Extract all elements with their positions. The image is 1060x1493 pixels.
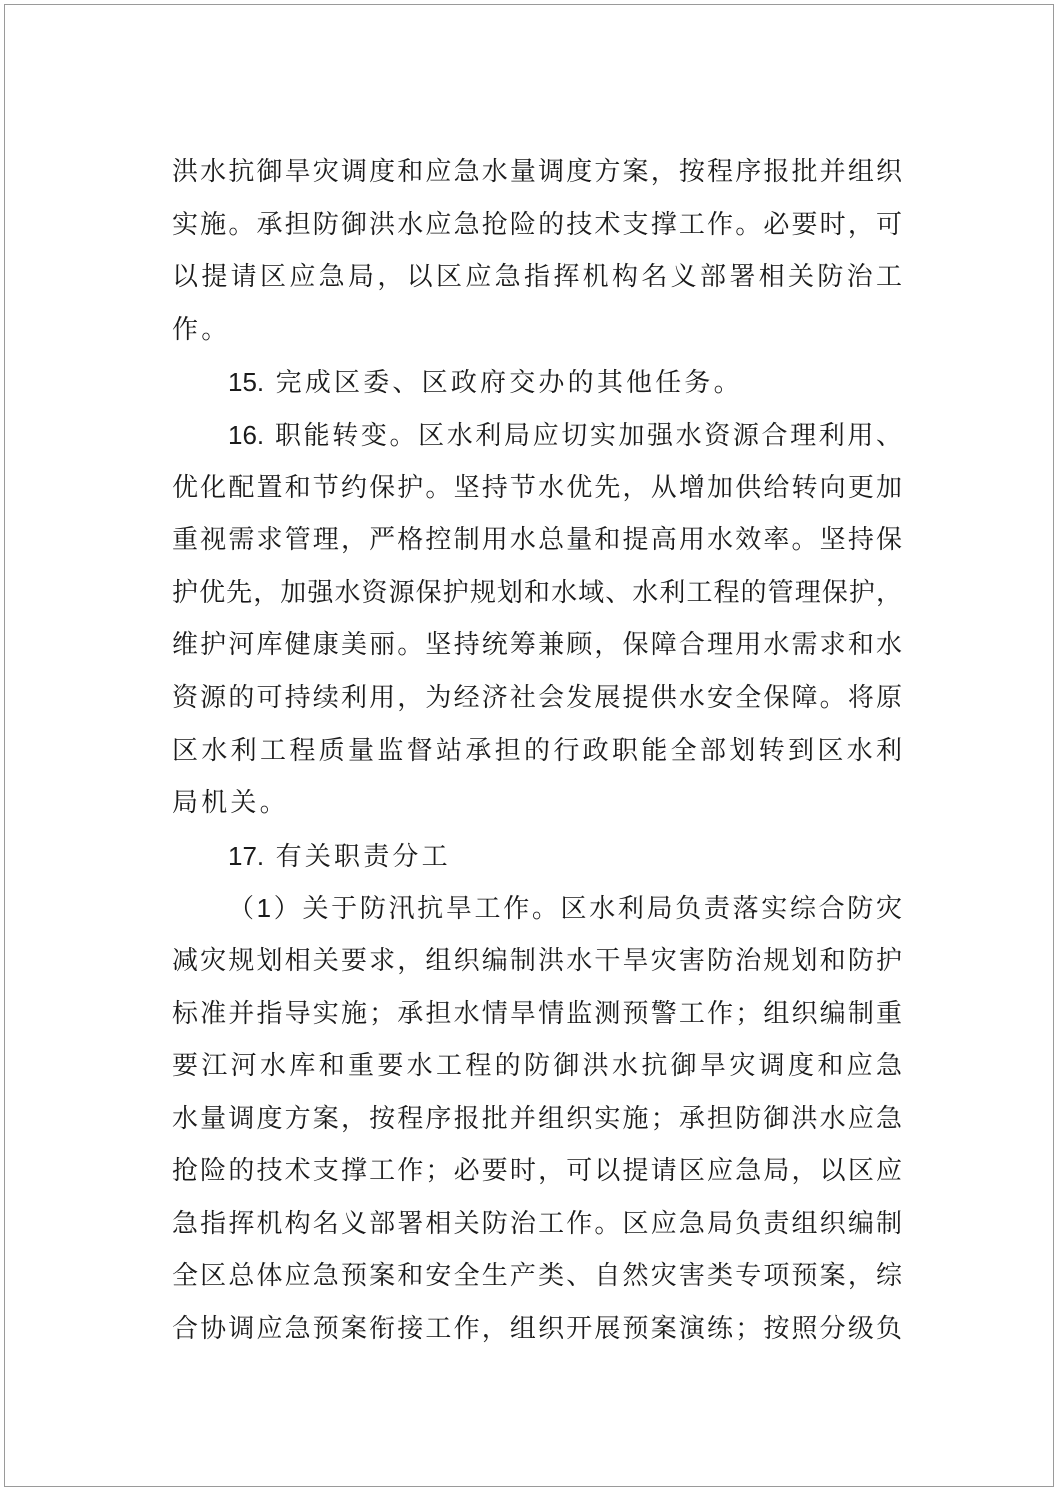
line-text: 合协调应急预案衔接工作，组织开展预案演练；按照分级负 — [172, 1314, 902, 1345]
paragraph-line — [172, 935, 902, 988]
paragraph-line — [172, 1145, 902, 1198]
item-number: 15. — [228, 367, 265, 398]
paragraph-line — [172, 619, 902, 672]
line-text: 区水利工程质量监督站承担的行政职能全部划转到区水利 — [172, 735, 902, 766]
paragraph-line — [172, 672, 902, 725]
paragraph-line — [172, 1198, 902, 1251]
paragraph-line — [172, 988, 902, 1041]
paragraph-line — [172, 882, 902, 935]
line-text: 抢险的技术支撑工作；必要时，可以提请区应急局，以区应 — [172, 1156, 902, 1187]
item-number: 16. — [228, 419, 265, 450]
paragraph-line — [172, 304, 902, 357]
line-text: 重视需求管理，严格控制用水总量和提高用水效率。坚持保 — [172, 525, 902, 556]
line-text: 以提请区应急局，以区应急指挥机构名义部署相关防治工 — [172, 262, 902, 293]
paragraph-line — [172, 462, 902, 515]
paragraph-line — [172, 514, 902, 567]
item-number: 17. — [228, 840, 265, 871]
line-text: 急指挥机构名义部署相关防治工作。区应急局负责组织编制 — [172, 1208, 902, 1239]
paragraph-line — [172, 1093, 902, 1146]
line-text: 作。 — [172, 314, 231, 345]
paragraph-line — [172, 251, 902, 304]
line-text: 关于防汛抗旱工作。区水利局负责落实综合防灾 — [302, 894, 902, 925]
paragraph-line — [172, 1250, 902, 1303]
paragraph-line — [172, 199, 902, 252]
line-text: 优化配置和节约保护。坚持节水优先，从增加供给转向更加 — [172, 472, 902, 503]
line-text: 标准并指导实施；承担水情旱情监测预警工作；组织编制重 — [172, 998, 902, 1029]
line-text: 有关职责分工 — [264, 841, 451, 872]
line-text: 局机关。 — [172, 788, 289, 819]
line-text: 完成区委、区政府交办的其他任务。 — [264, 368, 743, 399]
line-text: 减灾规划相关要求，组织编制洪水干旱灾害防治规划和防护 — [172, 945, 902, 976]
paragraph-line — [172, 777, 902, 830]
line-text: 职能转变。区水利局应切实加强水资源合理利用、 — [264, 420, 902, 451]
line-text: 要江河水库和重要水工程的防御洪水抗御旱灾调度和应急 — [172, 1051, 902, 1082]
body-text — [172, 146, 902, 1356]
line-text: 水量调度方案，按程序报批并组织实施；承担防御洪水应急 — [172, 1103, 902, 1134]
line-text: 实施。承担防御洪水应急抢险的技术支撑工作。必要时，可 — [172, 209, 902, 240]
paragraph-line — [172, 1040, 902, 1093]
paragraph-line — [172, 725, 902, 778]
line-text: 资源的可持续利用，为经济社会发展提供水安全保障。将原 — [172, 682, 902, 713]
item-number: （1） — [228, 893, 303, 924]
line-text: 洪水抗御旱灾调度和应急水量调度方案，按程序报批并组织 — [172, 157, 902, 187]
document-page — [4, 4, 1054, 1487]
paragraph-line — [172, 146, 902, 199]
paragraph-line — [172, 356, 902, 409]
line-text: 维护河库健康美丽。坚持统筹兼顾，保障合理用水需求和水 — [172, 630, 902, 661]
paragraph-line — [172, 830, 902, 883]
line-text: 全区总体应急预案和安全生产类、自然灾害类专项预案，综 — [172, 1261, 902, 1292]
paragraph-line — [172, 1303, 902, 1356]
paragraph-line — [172, 409, 902, 462]
line-text: 护优先，加强水资源保护规划和水域、水利工程的管理保护， — [172, 577, 902, 608]
paragraph-line — [172, 567, 902, 620]
